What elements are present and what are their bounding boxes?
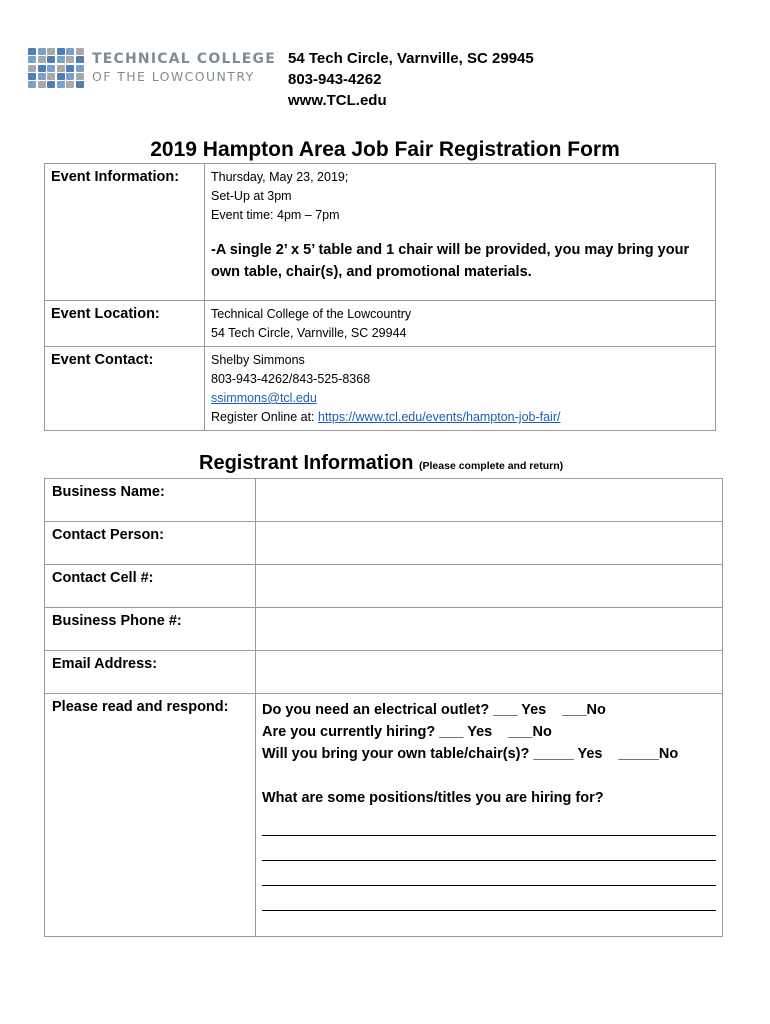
logo-tile — [66, 81, 74, 88]
logo-tile — [57, 81, 65, 88]
logo-line2: OF THE LOWCOUNTRY — [92, 69, 255, 84]
page-title: 2019 Hampton Area Job Fair Registration Form — [150, 138, 620, 161]
logo-tile — [57, 56, 65, 63]
positions-answer-lines — [262, 811, 716, 911]
logo-tile — [38, 73, 46, 80]
respond-label: Please read and respond: — [45, 694, 256, 937]
registrant-heading — [199, 452, 563, 475]
logo-tile — [28, 81, 36, 88]
register-prefix: Register Online at: — [211, 410, 318, 424]
logo-tile — [66, 48, 74, 55]
logo-tile — [76, 81, 84, 88]
respond-cell — [256, 694, 723, 937]
contact-cell-label: Contact Cell #: — [45, 565, 256, 608]
table-row — [45, 479, 723, 522]
logo-tile — [28, 73, 36, 80]
table-question[interactable]: Will you bring your own table/chair(s)? _____ Yes _____No — [262, 746, 679, 762]
college-phone: 803-943-4262 — [288, 71, 382, 88]
logo-tile — [28, 48, 36, 55]
contact-person-label: Contact Person: — [45, 522, 256, 565]
event-location-cell — [205, 301, 716, 347]
event-info-cell — [205, 164, 716, 301]
positions-question: What are some positions/titles you are hiring for? — [262, 790, 604, 806]
event-table — [44, 163, 716, 431]
logo-tile — [76, 73, 84, 80]
logo-grid-icon — [28, 48, 84, 90]
answer-line[interactable] — [262, 836, 716, 861]
logo-tile — [47, 56, 55, 63]
event-contact-label: Event Contact: — [45, 347, 205, 431]
business-phone-field[interactable] — [256, 608, 723, 651]
answer-line[interactable] — [262, 886, 716, 911]
register-online-link[interactable]: https://www.tcl.edu/events/hampton-job-fair/ — [318, 410, 561, 424]
logo-tile — [57, 48, 65, 55]
hiring-question[interactable]: Are you currently hiring? ___ Yes ___No — [262, 724, 552, 740]
event-date: Thursday, May 23, 2019; — [211, 170, 349, 184]
logo-tile — [76, 48, 84, 55]
business-phone-label: Business Phone #: — [45, 608, 256, 651]
contact-phones: 803-943-4262/843-525-8368 — [211, 372, 371, 386]
table-row — [45, 651, 723, 694]
logo-tile — [47, 73, 55, 80]
logo-tile — [66, 73, 74, 80]
logo-tile — [57, 65, 65, 72]
table-row — [45, 694, 723, 937]
logo-tile — [28, 65, 36, 72]
logo-tile — [28, 56, 36, 63]
logo-tile — [47, 81, 55, 88]
registrant-heading-note: (Please complete and return) — [419, 460, 564, 472]
event-location-label: Event Location: — [45, 301, 205, 347]
event-contact-cell — [205, 347, 716, 431]
logo-tile — [47, 65, 55, 72]
event-time: Event time: 4pm – 7pm — [211, 208, 340, 222]
location-name: Technical College of the Lowcountry — [211, 307, 412, 321]
logo-tile — [38, 65, 46, 72]
outlet-question[interactable]: Do you need an electrical outlet? ___ Yes ___No — [262, 702, 606, 718]
email-address-label: Email Address: — [45, 651, 256, 694]
logo-tile — [47, 48, 55, 55]
answer-line[interactable] — [262, 811, 716, 836]
business-name-label: Business Name: — [45, 479, 256, 522]
logo-tile — [76, 65, 84, 72]
contact-name: Shelby Simmons — [211, 353, 305, 367]
logo-tile — [66, 56, 74, 63]
table-note: -A single 2’ x 5’ table and 1 chair will be provided, you may bring your own table, chair(s), and promotional materials. — [211, 242, 690, 280]
registrant-table — [44, 478, 723, 937]
event-info-label: Event Information: — [45, 164, 205, 301]
logo-tile — [57, 73, 65, 80]
college-logo — [28, 48, 276, 90]
logo-tile — [38, 81, 46, 88]
table-row — [45, 608, 723, 651]
logo-line1: TECHNICAL COLLEGE — [92, 51, 276, 67]
logo-tile — [66, 65, 74, 72]
answer-line[interactable] — [262, 861, 716, 886]
table-row — [45, 522, 723, 565]
logo-tile — [76, 56, 84, 63]
table-row — [45, 565, 723, 608]
college-website: www.TCL.edu — [288, 92, 387, 109]
contact-cell-field[interactable] — [256, 565, 723, 608]
contact-person-field[interactable] — [256, 522, 723, 565]
registrant-heading-text: Registrant Information — [199, 452, 414, 474]
logo-tile — [38, 48, 46, 55]
location-address: 54 Tech Circle, Varnville, SC 29944 — [211, 326, 407, 340]
email-address-field[interactable] — [256, 651, 723, 694]
contact-email-link[interactable]: ssimmons@tcl.edu — [211, 391, 317, 405]
event-setup: Set-Up at 3pm — [211, 189, 292, 203]
business-name-field[interactable] — [256, 479, 723, 522]
logo-tile — [38, 56, 46, 63]
college-address: 54 Tech Circle, Varnville, SC 29945 — [288, 50, 534, 67]
college-contact-block — [288, 48, 534, 111]
